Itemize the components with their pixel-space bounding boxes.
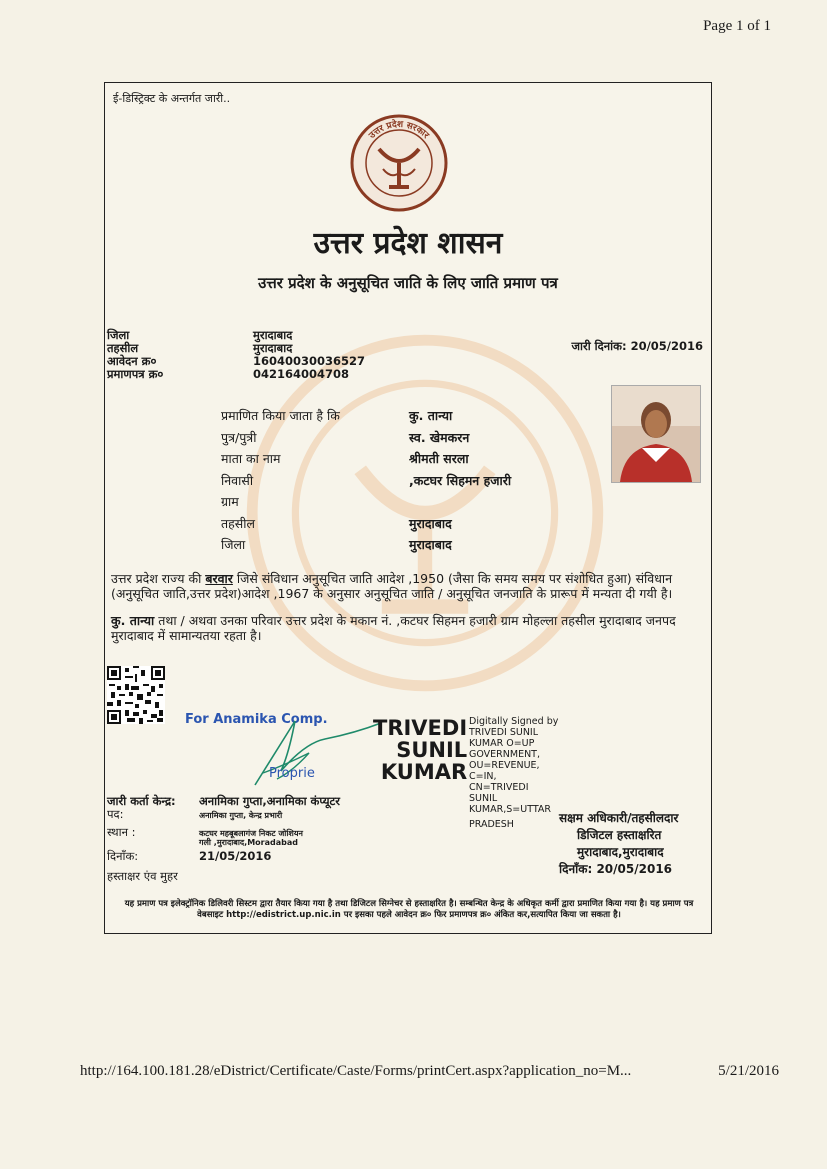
issuer-label: दिनाँक: (107, 849, 139, 863)
meta-label: प्रमाणपत्र क्र० (107, 367, 164, 381)
caste-statement (111, 571, 707, 601)
issuer-place-line-1: कटघर महबूबलागंज निकट जोशियन (199, 829, 303, 838)
issue-date (571, 339, 703, 354)
detail-row-residence (221, 470, 511, 492)
issuer-row-post (107, 808, 340, 822)
shop-proprietor-label: Proprie (269, 766, 315, 781)
digital-sig-line: SUNIL (469, 793, 498, 804)
officer-date-value: 20/05/2016 (596, 862, 673, 876)
emblem-label: उत्तर प्रदेश सरकार (367, 119, 431, 141)
detail-value: श्रीमती सरला (409, 451, 469, 467)
digital-sig-line: CN=TRIVEDI (469, 782, 529, 793)
residence-statement-text: तथा / अथवा उनका परिवार उत्तर प्रदेश के मकान नं. ,कटघर सिहमन हजारी ग्राम मोहल्ला तहसील मुरादाबाद जनपद मुरादाबाद में सामान्यतया रहता है। (111, 613, 676, 643)
digital-sig-line: KUMAR O=UP (469, 738, 535, 749)
certificate-title: उत्तर प्रदेश के अनुसूचित जाति के लिए जाति प्रमाण पत्र (258, 274, 558, 292)
digital-signer-name (373, 717, 467, 783)
verification-note: यह प्रमाण पत्र इलेक्ट्रॉनिक डिलिवरी सिस्टम द्वारा तैयार किया गया है तथा डिजिटल सिग्नेचर से हस्ताक्षरित है। सम्बन्धित केन्द्र के अधिकृत कर्मी द्वारा प्रमाणित किया गया है। यह प्रमाण पत्र वेबसाइट http://edistrict.up.nic.in पर इसका पहले आवेदन क्र० फिर प्रमाणपत्र क्र० अंकित कर,सत्यापित किया जा सकता है। (124, 899, 694, 920)
government-title: उत्तर प्रदेश शासन (313, 226, 503, 261)
caste-statement-text-2: जिसे संविधान अनुसूचित जाति आदेश ,1950 (जैसा कि समय समय पर संशोधित हुआ) संविधान (अनुसूचित जाति,उत्तर प्रदेश)आदेश ,1967 के अनुसार अनुसूचित जाति / अनुसूचित जनजाति के प्रारूप में मन्यता दी गयी है। (111, 571, 673, 601)
digital-sig-line: OU=REVENUE, (469, 760, 540, 771)
digital-sig-line: KUMAR,S=UTTAR (469, 804, 551, 815)
issued-under-note: ई-डिस्ट्रिक्ट के अन्तर्गत जारी.. (113, 92, 231, 105)
digital-sig-line: C=IN, (469, 771, 497, 782)
issuer-label: स्थान : (107, 825, 136, 839)
officer-date (559, 861, 678, 878)
issuer-place-line-2: गली ,मुरादाबाद,Moradabad (199, 838, 298, 847)
issuer-value: अनामिका गुप्ता, केन्द्र प्रभारी (199, 811, 283, 820)
officer-title: सक्षम अधिकारी/तहसीलदार (559, 811, 679, 825)
detail-value: मुरादाबाद (409, 515, 452, 531)
issuer-label: पद: (107, 807, 124, 821)
issue-date-label: जारी दिनांक: (571, 339, 627, 353)
signature-and-seal-label: हस्ताक्षर एंव मुहर (107, 869, 178, 883)
issuer-value (199, 829, 303, 847)
detail-value: स्व. खेमकरन (409, 429, 470, 445)
digital-sig-line: Digitally Signed by (469, 716, 559, 727)
digital-sig-line: PRADESH (469, 819, 514, 830)
detail-row-district (221, 534, 511, 556)
issuer-label: जारी कर्ता केन्द्र: (107, 794, 176, 808)
detail-label: जिला (221, 537, 246, 553)
digital-signer-line-3: KUMAR (380, 760, 468, 784)
issuer-row-center (107, 795, 340, 808)
shop-stamp-label: For Anamika Comp. (185, 712, 328, 727)
residence-statement-name: कु. तान्या (111, 613, 155, 628)
detail-row-certified (221, 405, 511, 427)
up-government-emblem (349, 113, 449, 213)
competent-officer (559, 810, 678, 878)
caste-statement-text: उत्तर प्रदेश राज्य की (111, 571, 206, 586)
certificate (104, 82, 712, 934)
applicant-details (221, 405, 511, 556)
detail-label: माता का नाम (221, 451, 281, 467)
officer-place: मुरादाबाद,मुरादाबाद (577, 845, 664, 859)
detail-value: कु. तान्या (409, 408, 453, 424)
detail-label: पुत्र/पुत्री (221, 429, 257, 445)
digital-sig-line: GOVERNMENT, (469, 749, 541, 760)
detail-value: मुरादाबाद (409, 537, 452, 553)
applicant-photo (611, 385, 701, 483)
residence-statement (111, 613, 707, 643)
detail-label: तहसील (221, 515, 255, 531)
digital-signer-line-1: TRIVEDI (373, 716, 468, 740)
detail-row-mother (221, 448, 511, 470)
detail-label: प्रमाणित किया जाता है कि (221, 408, 340, 424)
issuing-center (107, 795, 340, 863)
meta-label: जिला (107, 328, 130, 342)
meta-label: आवेदन क्र० (107, 354, 157, 368)
detail-label: निवासी (221, 472, 254, 488)
meta-value: 16040030036527 (253, 354, 366, 368)
detail-row-tehsil (221, 513, 511, 535)
meta-label: तहसील (107, 341, 139, 355)
issuer-value: 21/05/2016 (199, 849, 272, 863)
issuer-row-place (107, 826, 340, 847)
qr-code (107, 666, 165, 724)
detail-row-parent (221, 427, 511, 449)
meta-value: मुरादाबाद (253, 341, 293, 355)
meta-row-district (107, 329, 365, 342)
print-date: 5/21/2016 (718, 1063, 779, 1079)
issuer-value: अनामिका गुप्ता,अनामिका कंप्यूटर (199, 794, 341, 808)
issuer-row-date (107, 850, 340, 863)
meta-value: 042164004708 (253, 367, 350, 381)
officer-signed: डिजिटल हस्ताक्षरित (577, 828, 662, 842)
detail-label: ग्राम (221, 494, 239, 510)
caste-name: बरवार (205, 571, 233, 586)
digital-sig-line: TRIVEDI SUNIL (469, 727, 539, 738)
issue-date-value: 20/05/2016 (630, 339, 703, 353)
meta-row-certificate-no (107, 368, 365, 381)
detail-row-village (221, 491, 511, 513)
officer-date-label: दिनाँक: (559, 862, 593, 876)
certificate-meta (107, 329, 365, 381)
digital-signer-line-2: SUNIL (396, 738, 468, 762)
print-url: http://164.100.181.28/eDistrict/Certificate/Caste/Forms/printCert.aspx?application_no=M... (80, 1063, 632, 1079)
detail-value: ,कटघर सिहमन हजारी (409, 472, 512, 488)
digital-signature-details (469, 716, 558, 830)
page-number: Page 1 of 1 (703, 18, 771, 34)
meta-value: मुरादाबाद (253, 328, 293, 342)
